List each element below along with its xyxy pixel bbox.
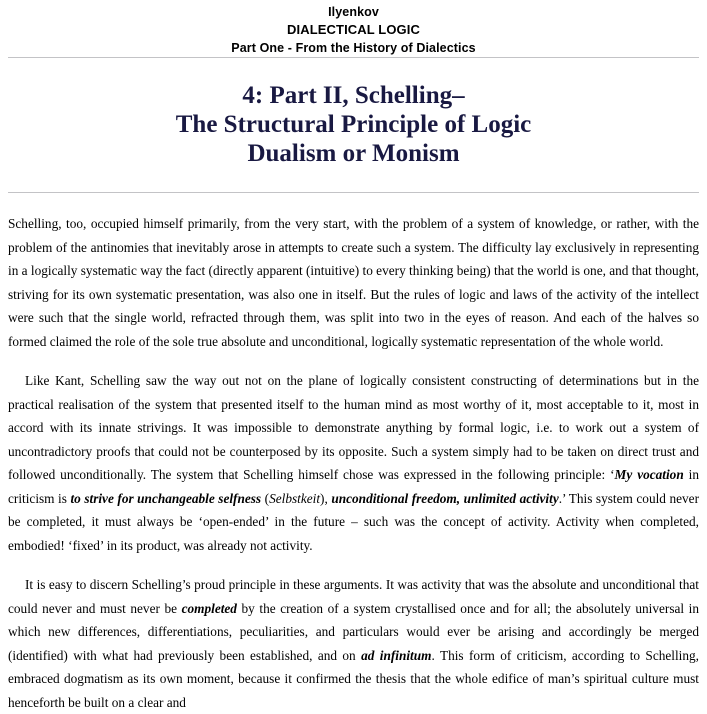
page-title-line-1: 4: Part II, Schelling– bbox=[242, 82, 465, 109]
emphasis-unconditional-freedom: unconditional freedom, unlimited activity bbox=[331, 490, 559, 506]
page-title bbox=[8, 58, 699, 192]
header-part-subtitle: Part One - From the History of Dialectics bbox=[231, 41, 476, 55]
paragraph-1-text: Schelling, too, occupied himself primarily, from the very start, with the problem of a system of knowledge, or rather, with the problem of the antinomies that inevitably arose in attempts to create such a system. The difficulty lay exclusively in representing in a logically systematic way the fact (directly apparent (intuitive) to every thinking being) that the world is one, and that thought, striving for its own systematic presentation, was also one in itself. But the rules of logic and laws of the activity of the intellect were such that the single world, refracted through them, was split into two in the eyes of reason. And each of the halves so formed claimed the role of the sole true absolute and unconditional, logically systematic representation of the whole world. bbox=[8, 216, 699, 349]
paragraph-2-text-2: in criticism is bbox=[8, 467, 699, 506]
paragraph-2-text-5: .’ This system could never be completed, it must always be ‘open-ended’ in the future – such was the concept of activity. Activity when completed, embodied! ‘fixed’ in its product, was already not activity. bbox=[8, 490, 699, 553]
page-title-line-2: The Structural Principle of Logic bbox=[175, 111, 532, 138]
document-header bbox=[8, 0, 699, 57]
emphasis-ad-infinitum: ad infinitum bbox=[361, 647, 432, 663]
paragraph-3-text-2: by the creation of a system crystallised once and for all; the absolutely universal in which new differences, differentiations, peculiarities, and particulars would ever be arising and accordingly be merged (identified) with what had previously been established, and on bbox=[8, 600, 699, 663]
header-author: Ilyenkov bbox=[328, 5, 379, 19]
page-title-line-3: Dualism or Monism bbox=[247, 140, 460, 167]
header-book-title: DIALECTICAL LOGIC bbox=[287, 22, 420, 37]
emphasis-selbstkeit: Selbstkeit bbox=[269, 490, 321, 506]
emphasis-my-vocation: My vocation bbox=[614, 467, 684, 482]
paragraph-3 bbox=[8, 573, 699, 714]
paragraph-3-text-3: . This form of criticism, according to Schelling, embraced dogmatism as its own moment, because it confirmed the thesis that the whole edifice of man’s spiritual culture must henceforth be built on a clear and bbox=[8, 647, 699, 710]
emphasis-completed: completed bbox=[181, 600, 237, 616]
paragraph-2 bbox=[8, 369, 699, 557]
emphasis-strive-selfness: to strive for unchangeable selfness bbox=[70, 490, 262, 506]
paragraph-2-text-4: ), bbox=[320, 490, 332, 506]
paragraph-2-text-3: ( bbox=[261, 490, 270, 506]
paragraph-2-text-1: Like Kant, Schelling saw the way out not on the plane of logically consistent constructing of determinations but in the practical realisation of the system that presented itself to the human mind as most worthy of it, most acceptable to it, most in accord with its innate strivings. It was impossible to demonstrate anything by formal logic, i.e. to work out a system of uncontradictory proofs that could not be counterposed by its opposite. Such a system simply had to be taken on direct trust and followed unconditionally. The system that Schelling himself chose was expressed in the following principle: ‘ bbox=[8, 373, 699, 482]
paragraph-1 bbox=[8, 212, 699, 353]
paragraph-3-text-1: It is easy to discern Schelling’s proud principle in these arguments. It was activity that was the absolute and unconditional that could never and must never be bbox=[8, 577, 699, 616]
body-text bbox=[8, 193, 699, 714]
